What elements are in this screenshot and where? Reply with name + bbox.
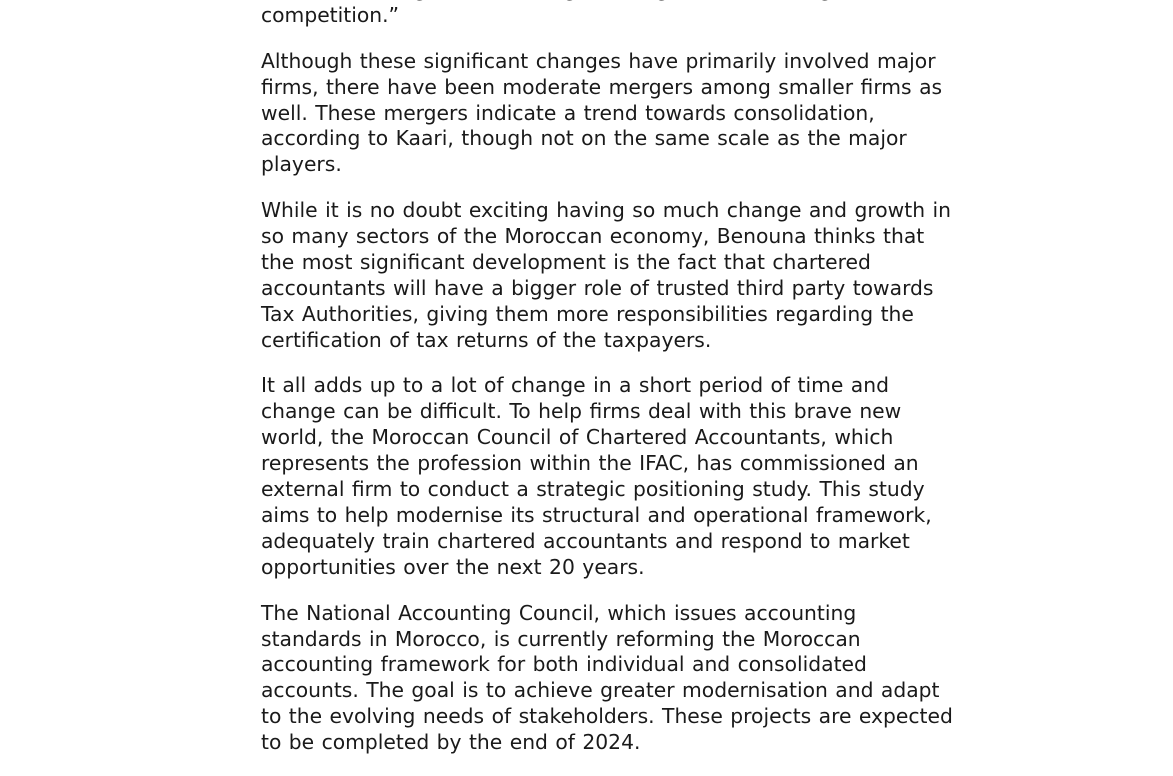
paragraph-chartered-accountants-role: While it is no doubt exciting having so much change and growth in so many sectors of the Moroccan economy, Benouna thinks that the most significant development is the fact that chartered accountants will have a bigger role of trusted third party towards Tax Authorities, giving them more responsibilities regarding the certification of tax returns of the taxpayers. <box>261 198 951 352</box>
paragraph-positioning-study: It all adds up to a lot of change in a short period of time and change can be difficult. To help firms deal with this brave new world, the Moroccan Council of Chartered Accountants, which represents the profession within the IFAC, has commissioned an external firm to conduct a strategic positioning study. This study aims to help modernise its structural and operational framework, adequately train chartered accountants and respond to market opportunities over the next 20 years. <box>261 373 932 579</box>
article-body <box>261 0 961 776</box>
paragraph-national-accounting-council: The National Accounting Council, which issues accounting standards in Morocco, is currently reforming the Moroccan accounting framework for both individual and consolidated accounts. The goal is to achieve greater modernisation and adapt to the evolving needs of stakeholders. These projects are expected to be completed by the end of 2024. <box>261 600 953 755</box>
paragraph-moderate-mergers: Although these significant changes have primarily involved major firms, there have been moderate mergers among smaller firms as well. These mergers indicate a trend towards consolidation, according to Kaari, though not on the same scale as the major players. <box>261 48 943 177</box>
paragraph-client-realignment: competition.” <box>261 2 400 27</box>
